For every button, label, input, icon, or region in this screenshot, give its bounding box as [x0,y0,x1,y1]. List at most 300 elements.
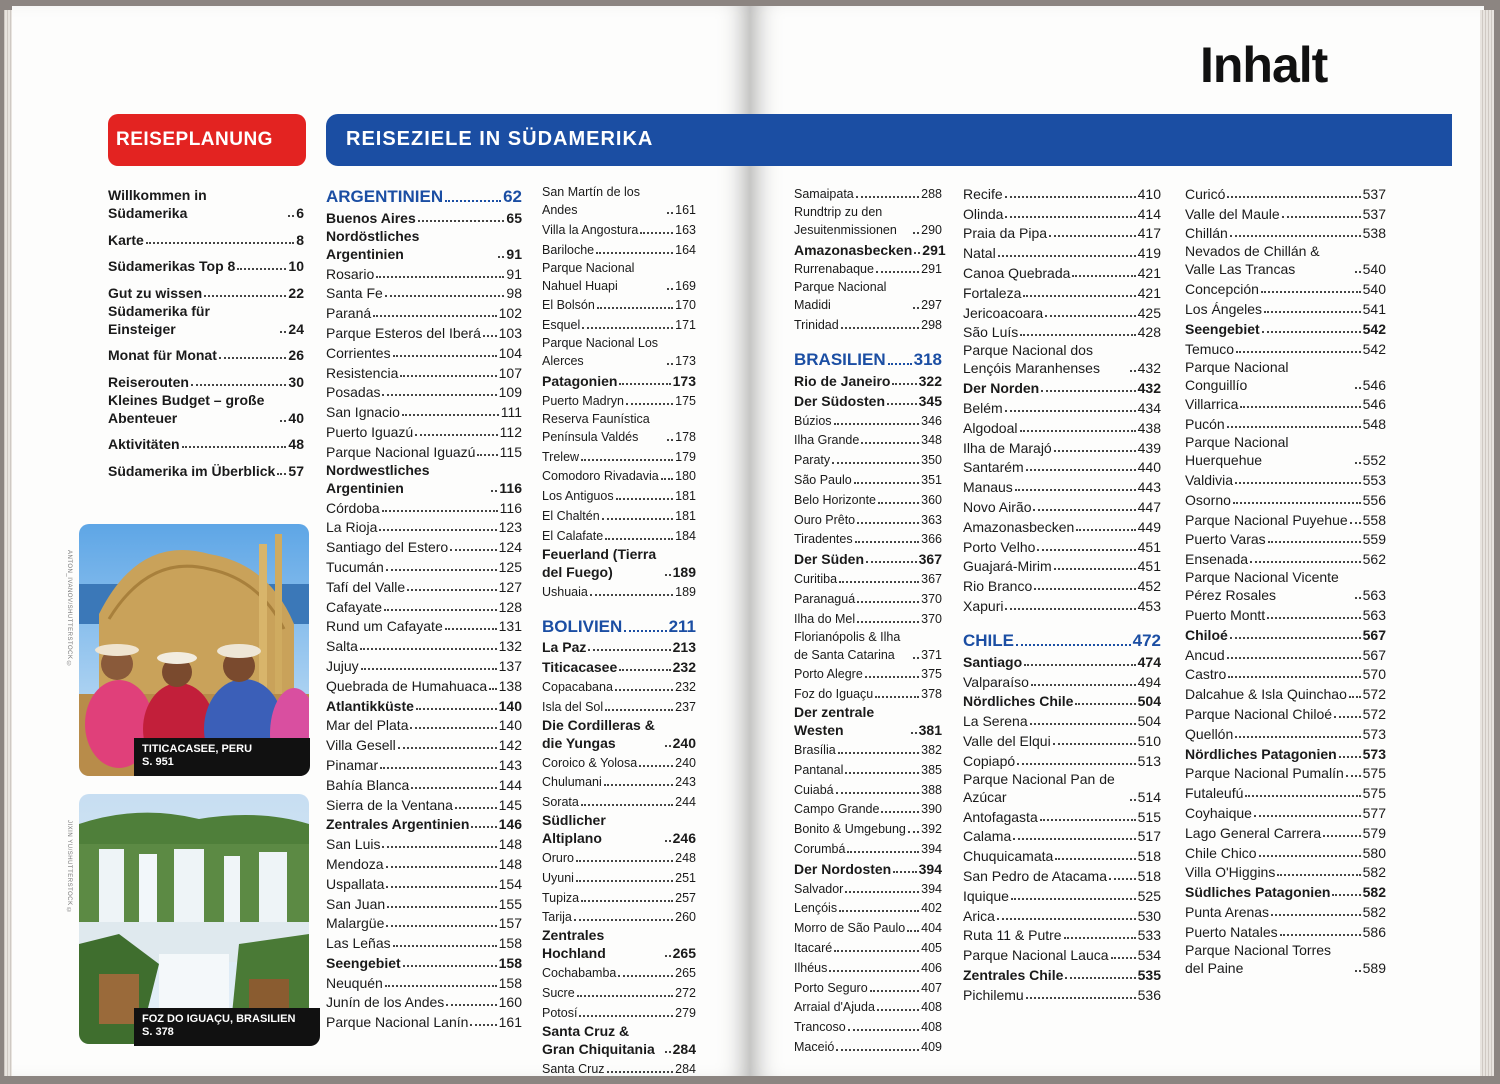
dot-leader [471,826,496,828]
toc-entry[interactable] [108,249,304,276]
toc-entry[interactable] [963,496,1161,516]
dot-leader [619,383,670,385]
dot-leader [888,363,912,365]
toc-entry[interactable] [326,754,522,774]
toc-entry-title: Parque Nacional Vicente Pérez Rosales [1185,569,1339,604]
toc-entry[interactable] [326,362,522,382]
toc-entry[interactable] [963,223,1161,243]
toc-entry[interactable] [542,1002,696,1022]
toc-entry[interactable] [794,568,942,588]
toc-entry[interactable] [794,239,946,259]
toc-page-number: 240 [672,734,696,751]
dot-leader [913,307,919,309]
toc-entry[interactable] [1185,529,1386,549]
toc-entry[interactable] [963,457,1161,477]
dot-leader [913,657,919,659]
toc-entry[interactable] [794,278,942,314]
toc-entry-title: San Ignacio [326,404,400,421]
toc-entry[interactable] [794,739,942,759]
dot-leader [839,581,919,583]
toc-entry[interactable] [326,1011,522,1031]
toc-entry[interactable] [794,410,942,430]
toc-entry[interactable] [326,932,522,952]
toc-page-number: 158 [498,954,522,971]
toc-entry[interactable] [542,887,696,907]
toc-entry[interactable] [963,262,1161,282]
toc-entry[interactable] [542,259,696,295]
toc-entry-title: Quebrada de Humahuaca [326,677,488,694]
toc-page-number: 582 [1362,884,1386,901]
dot-leader [387,906,496,908]
toc-entry[interactable] [326,207,522,227]
toc-entry[interactable] [326,497,522,517]
toc-page-number: 112 [499,423,522,440]
toc-entry-title: La Rioja [326,519,378,536]
toc-entry[interactable] [794,489,942,509]
toc-entry-title: Chulumani [542,775,602,790]
dot-leader [280,420,286,422]
toc-entry[interactable] [542,752,696,772]
toc-entry-title: Paraty [794,453,831,468]
toc-entry[interactable] [542,1022,696,1058]
toc-entry[interactable] [542,581,696,601]
toc-entry[interactable] [108,427,304,454]
toc-entry[interactable] [1185,318,1386,338]
toc-entry[interactable] [326,342,522,362]
dot-leader [382,394,496,396]
toc-entry[interactable] [1185,921,1386,941]
toc-entry[interactable] [1185,644,1386,664]
dot-leader [857,522,919,524]
toc-entry[interactable] [963,671,1161,691]
toc-entry[interactable] [542,696,696,716]
dot-leader [1339,756,1361,758]
toc-page-number: 131 [498,618,522,635]
dot-leader [856,196,919,198]
toc-entry-title: Chuquicamata [963,848,1054,865]
toc-entry[interactable] [542,926,696,962]
toc-entry[interactable] [963,710,1161,730]
toc-entry[interactable] [794,799,942,819]
toc-entry-title: Santa Fe [326,285,383,302]
toc-entry[interactable] [794,529,942,549]
toc-entry[interactable] [963,826,1161,846]
toc-entry[interactable] [1185,743,1386,763]
toc-entry[interactable] [326,992,522,1012]
toc-entry[interactable] [326,873,522,893]
toc-entry[interactable] [794,259,942,279]
toc-entry[interactable] [326,227,522,263]
toc-entry[interactable] [542,962,696,982]
toc-entry-title: Parque Nacional Pumalín [1185,765,1344,782]
toc-entry-title: Puerto Natales [1185,923,1278,940]
toc-entry[interactable] [963,242,1161,262]
toc-entry[interactable] [794,449,942,469]
toc-entry[interactable] [794,818,942,838]
toc-entry[interactable] [963,437,1161,457]
toc-page-number: 57 [288,462,304,479]
toc-entry[interactable] [1185,509,1386,529]
toc-entry[interactable] [542,545,696,581]
toc-entry-title: Der Norden [963,380,1040,397]
toc-entry[interactable] [326,461,522,497]
toc-entry[interactable] [326,401,522,421]
toc-country-heading[interactable] [963,627,1161,651]
toc-page-number: 297 [921,298,942,313]
toc-entry[interactable] [794,664,942,684]
dot-leader [865,676,919,678]
toc-entry[interactable] [1185,703,1386,723]
dot-leader [1355,462,1361,464]
toc-entry[interactable] [1185,683,1386,703]
toc-entry[interactable] [794,588,942,608]
toc-entry[interactable] [794,838,942,858]
toc-entry[interactable] [794,509,942,529]
toc-entry[interactable] [542,1058,696,1078]
toc-entry[interactable] [794,314,942,334]
dot-leader [398,747,497,749]
toc-entry[interactable] [794,917,942,937]
toc-entry-title: Gut zu wissen [108,284,203,301]
toc-entry[interactable] [963,806,1161,826]
toc-entry[interactable] [542,637,696,657]
dot-leader [892,383,916,385]
toc-entry[interactable] [1185,901,1386,921]
toc-entry[interactable] [542,982,696,1002]
toc-country-heading[interactable] [794,346,942,370]
toc-entry[interactable] [1185,723,1386,743]
toc-entry-title: Castro [1185,666,1227,683]
toc-entry[interactable] [326,421,522,441]
toc-entry[interactable] [1185,604,1386,624]
toc-entry[interactable] [326,893,522,913]
toc-entry[interactable] [963,536,1161,556]
toc-entry[interactable] [963,845,1161,865]
dot-leader [839,910,919,912]
toc-entry[interactable] [1185,842,1386,862]
toc-entry[interactable] [963,575,1161,595]
toc-entry[interactable] [108,364,304,391]
toc-entry-title: Bonito & Umgebung [794,822,906,837]
toc-entry[interactable] [1185,469,1386,489]
toc-entry[interactable] [963,556,1161,576]
toc-entry[interactable] [326,833,522,853]
toc-entry[interactable] [963,750,1161,770]
toc-entry[interactable] [1185,862,1386,882]
toc-entry[interactable] [794,370,942,390]
toc-entry[interactable] [963,183,1161,203]
toc-entry[interactable] [542,847,696,867]
toc-entry[interactable] [108,186,304,222]
toc-entry[interactable] [794,683,942,703]
toc-entry[interactable] [794,878,942,898]
toc-entry[interactable] [326,441,522,461]
toc-entry[interactable] [108,391,304,427]
dot-leader [866,561,917,563]
toc-country-heading[interactable] [326,183,522,207]
toc-entry[interactable] [542,183,696,219]
toc-entry[interactable] [542,446,696,466]
toc-entry[interactable] [1185,941,1386,977]
toc-column-chile [1185,183,1386,977]
toc-entry[interactable] [1185,338,1386,358]
toc-entry[interactable] [794,977,942,997]
toc-entry[interactable] [794,390,942,410]
toc-entry-title: Puerto Madryn [542,393,624,408]
toc-entry[interactable] [542,811,696,847]
toc-entry[interactable] [1185,568,1386,604]
toc-entry[interactable] [1185,881,1386,901]
toc-entry[interactable] [542,505,696,525]
toc-page-number: 103 [498,324,522,341]
toc-entry[interactable] [794,703,942,739]
toc-page-number: 447 [1137,498,1161,515]
toc-entry[interactable] [963,651,1161,671]
dot-leader [1026,469,1136,471]
toc-entry[interactable] [963,885,1161,905]
toc-page-number: 22 [288,284,304,301]
toc-page-number: 553 [1362,471,1386,488]
toc-entry[interactable] [326,655,522,675]
toc-page-number: 449 [1137,518,1161,535]
toc-entry[interactable] [326,734,522,754]
toc-entry[interactable] [1185,358,1386,394]
toc-entry[interactable] [542,772,696,792]
toc-entry[interactable] [542,466,696,486]
toc-entry[interactable] [542,334,696,370]
toc-entry[interactable] [1185,433,1386,469]
toc-entry[interactable] [108,453,304,480]
dot-leader [361,668,497,670]
toc-entry[interactable] [963,984,1161,1004]
toc-entry[interactable] [963,203,1161,223]
toc-entry[interactable] [794,957,942,977]
toc-entry[interactable] [326,322,522,342]
dot-leader [1235,736,1360,738]
toc-entry[interactable] [326,814,522,834]
toc-entry[interactable] [542,219,696,239]
toc-entry[interactable] [963,905,1161,925]
toc-entry-title: Samaipata [794,186,854,201]
toc-page-number: 260 [675,910,696,925]
toc-entry-title: CHILE [963,630,1014,650]
dot-leader [579,1015,673,1017]
toc-entry[interactable] [1185,763,1386,783]
toc-entry[interactable] [1185,548,1386,568]
toc-entry[interactable] [963,397,1161,417]
toc-entry[interactable] [963,865,1161,885]
toc-entry[interactable] [963,770,1161,806]
toc-entry[interactable] [1185,413,1386,433]
toc-page-number: 24 [288,320,304,337]
toc-entry[interactable] [326,774,522,794]
toc-entry[interactable] [963,282,1161,302]
toc-entry[interactable] [1185,242,1386,278]
toc-page-number: 381 [918,722,942,739]
toc-entry[interactable] [794,183,942,203]
toc-entry[interactable] [542,485,696,505]
toc-entry-title: Nevados de Chillán & Valle Las Trancas [1185,243,1320,278]
toc-entry[interactable] [963,322,1161,342]
toc-entry[interactable] [963,595,1161,615]
toc-entry[interactable] [794,469,942,489]
toc-entry-title: Quellón [1185,725,1234,742]
toc-entry[interactable] [542,525,696,545]
toc-entry[interactable] [794,628,942,664]
toc-entry[interactable] [326,715,522,735]
toc-entry[interactable] [542,370,696,390]
toc-entry[interactable] [794,548,942,568]
toc-entry[interactable] [542,295,696,315]
toc-entry[interactable] [542,656,696,676]
toc-entry[interactable] [326,616,522,636]
toc-entry[interactable] [326,556,522,576]
dot-leader [393,355,497,357]
toc-page-number: 272 [675,985,696,1000]
toc-entry[interactable] [963,964,1161,984]
dot-leader [1245,795,1360,797]
toc-entry-title: Córdoba [326,499,380,516]
toc-entry[interactable] [1185,664,1386,684]
dot-leader [1023,295,1135,297]
toc-entry[interactable] [542,676,696,696]
dot-leader [619,669,670,671]
dot-leader [596,252,673,254]
toc-entry[interactable] [1185,223,1386,243]
toc-entry-title: Bariloche [542,242,595,257]
dot-leader [204,295,286,297]
toc-entry[interactable] [326,536,522,556]
planning-heading: REISEPLANUNG [116,129,273,150]
toc-entry[interactable] [542,867,696,887]
toc-entry[interactable] [794,1036,942,1056]
toc-entry[interactable] [794,608,942,628]
dot-leader [576,880,673,882]
toc-entry[interactable] [542,314,696,334]
toc-entry[interactable] [108,222,304,249]
toc-entry[interactable] [1185,298,1386,318]
toc-country-heading[interactable] [542,613,696,637]
toc-entry-title: Chillán [1185,225,1228,242]
toc-entry[interactable] [794,997,942,1017]
dot-leader [848,1029,919,1031]
toc-page-number: 577 [1362,804,1386,821]
toc-entry[interactable] [326,972,522,992]
toc-entry[interactable] [963,925,1161,945]
toc-entry[interactable] [963,417,1161,437]
toc-page-number: 98 [506,285,522,302]
toc-entry[interactable] [794,1016,942,1036]
toc-entry[interactable] [794,858,942,878]
toc-page-number: 291 [922,241,946,258]
toc-entry[interactable] [542,716,696,752]
toc-entry[interactable] [542,410,696,446]
toc-entry[interactable] [963,302,1161,322]
toc-entry[interactable] [963,730,1161,750]
toc-entry[interactable] [1185,489,1386,509]
toc-entry[interactable] [1185,203,1386,223]
toc-entry[interactable] [326,952,522,972]
toc-entry[interactable] [963,691,1161,711]
toc-entry-title: Valdivia [1185,471,1233,488]
toc-entry[interactable] [542,791,696,811]
dot-leader [1227,196,1360,198]
toc-entry[interactable] [326,517,522,537]
toc-page-number: 111 [500,404,522,421]
toc-page-number: 184 [675,528,696,543]
toc-page-number: 535 [1137,966,1161,983]
toc-page-number: 104 [498,344,522,361]
toc-entry[interactable] [542,907,696,927]
toc-page-number: 175 [675,393,696,408]
toc-entry[interactable] [326,794,522,814]
toc-entry[interactable] [1185,802,1386,822]
toc-entry[interactable] [108,302,304,338]
toc-entry[interactable] [963,944,1161,964]
toc-entry[interactable] [794,759,942,779]
toc-entry[interactable] [326,263,522,283]
toc-entry-title: Iquique [963,887,1009,904]
toc-entry[interactable] [108,275,304,302]
dot-leader [1236,351,1361,353]
toc-entry[interactable] [326,576,522,596]
dot-leader [410,727,496,729]
toc-entry[interactable] [1185,278,1386,298]
toc-entry[interactable] [326,382,522,402]
toc-entry-title: BOLIVIEN [542,616,623,636]
toc-entry[interactable] [326,635,522,655]
toc-entry[interactable] [326,675,522,695]
toc-entry[interactable] [326,695,522,715]
toc-entry[interactable] [794,898,942,918]
toc-page-number: 394 [918,860,942,877]
toc-entry-title: Maceió [794,1039,835,1054]
toc-entry[interactable] [1185,624,1386,644]
toc-entry[interactable] [1185,183,1386,203]
toc-entry[interactable] [794,779,942,799]
dot-leader [1280,934,1361,936]
toc-entry[interactable] [326,283,522,303]
toc-page-number: 567 [1362,646,1386,663]
toc-entry[interactable] [963,377,1161,397]
dot-leader [477,454,497,456]
toc-entry[interactable] [1185,394,1386,414]
toc-entry[interactable] [108,338,304,365]
toc-entry[interactable] [794,937,942,957]
dot-leader [1240,406,1360,408]
toc-entry[interactable] [326,853,522,873]
dot-leader [1346,775,1361,777]
toc-entry[interactable] [794,430,942,450]
toc-entry[interactable] [794,203,942,239]
toc-entry[interactable] [1185,782,1386,802]
toc-entry[interactable] [542,239,696,259]
toc-entry[interactable] [542,390,696,410]
dot-leader [1334,716,1361,718]
toc-entry[interactable] [326,302,522,322]
toc-entry-title: Puerto Montt [1185,606,1266,623]
toc-entry-title: Salvador [794,881,844,896]
toc-page-number: 421 [1137,284,1161,301]
toc-entry[interactable] [963,516,1161,536]
toc-entry[interactable] [1185,822,1386,842]
toc-entry[interactable] [326,913,522,933]
toc-entry[interactable] [963,341,1161,377]
toc-entry[interactable] [326,596,522,616]
dot-leader [834,423,920,425]
dot-leader [450,549,496,551]
toc-entry[interactable] [963,476,1161,496]
